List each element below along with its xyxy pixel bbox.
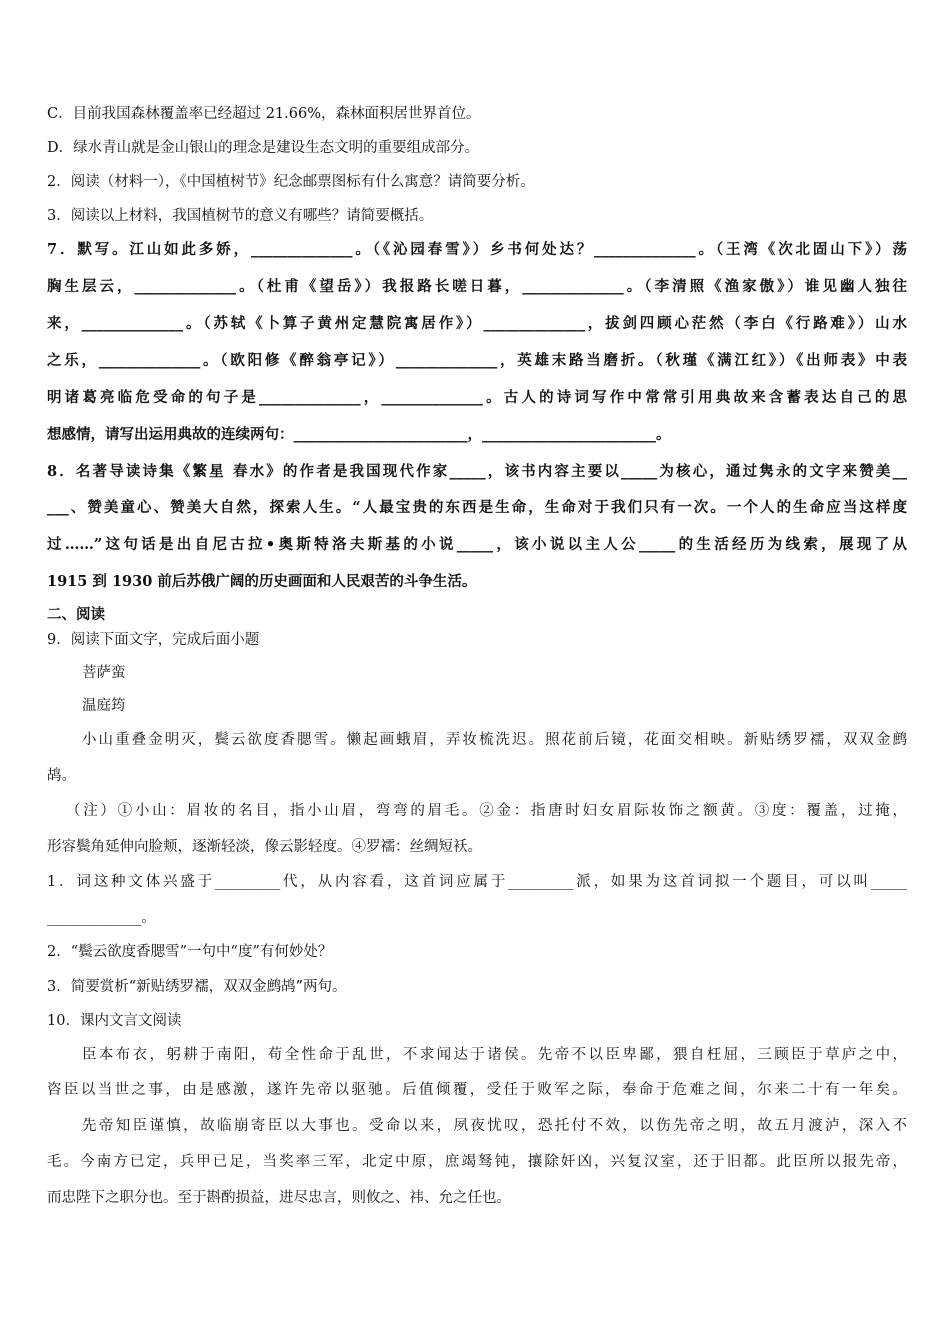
subquestion-1-line-2: _____________。 bbox=[47, 910, 156, 926]
option-c: C．目前我国森林覆盖率已经超过 21.66%，森林面积居世界首位。 bbox=[47, 106, 481, 122]
question-7-line-4: 之乐，______________。（欧阳修《醉翁亭记》）______________，英雄末路当磨折。（秋瑾《满江红》）《出师表》中表 bbox=[47, 352, 907, 369]
question-3: 3．阅读以上材料，我国植树节的意义有哪些？请简要概括。 bbox=[47, 208, 434, 224]
classical-text-line-2: 咨臣以当世之事，由是感激，遂许先帝以驱驰。后值倾覆，受任于败军之际，奉命于危难之间，尔来二十有一年矣。 bbox=[47, 1082, 907, 1098]
classical-text-line-3: 先帝知臣谨慎，故临崩寄臣以大事也。受命以来，夙夜忧叹，恐托付不效，以伤先帝之明，故五月渡泸，深入不 bbox=[82, 1118, 907, 1134]
question-2: 2．阅读（材料一），《中国植树节》纪念邮票图标有什么寓意？请简要分析。 bbox=[47, 174, 535, 190]
question-8-line-1: 8．名著导读诗集《繁星 春水》的作者是我国现代作家_____，该书内容主要以_____为核心，通过隽永的文字来赞美__ bbox=[47, 463, 907, 480]
question-7-line-1: 7．默写。江山如此多娇，______________。（《沁园春雪》）乡书何处达？______________。（王湾《次北固山下》）荡 bbox=[47, 241, 907, 258]
classical-text-line-1: 臣本布衣，躬耕于南阳，苟全性命于乱世，不求闻达于诸侯。先帝不以臣卑鄙，猥自枉屈，三顾臣于草庐之中， bbox=[82, 1047, 907, 1063]
poem-notes-line-2: 形容鬓角延伸向脸颊，逐渐轻淡，像云影轻度。④罗襦：丝绸短袄。 bbox=[47, 839, 482, 855]
section-heading-reading: 二、阅读 bbox=[47, 606, 105, 623]
subquestion-2: 2．“鬓云欲度香腮雪”一句中“度”有何妙处？ bbox=[47, 944, 333, 960]
option-d: D．绿水青山就是金山银山的理念是建设生态文明的重要组成部分。 bbox=[47, 140, 480, 156]
question-7-line-2: 胸生层云，______________。（杜甫《望岳》）我报路长嗟日暮，______________。（李清照《渔家傲》）谁见幽人独往 bbox=[47, 278, 907, 295]
poem-body-line-2: 鸪。 bbox=[47, 768, 76, 784]
classical-text-line-4: 毛。今南方已定，兵甲已足，当奖率三军，北定中原，庶竭驽钝，攘除奸凶，兴复汉室，还于旧都。此臣所以报先帝， bbox=[47, 1154, 907, 1170]
poem-notes-line-1: （注）①小山：眉妆的名目，指小山眉，弯弯的眉毛。②金：指唐时妇女眉际妆饰之额黄。③度：覆盖，过掩， bbox=[66, 803, 907, 819]
poem-body-line-1: 小山重叠金明灭，鬓云欲度香腮雪。懒起画蛾眉，弄妆梳洗迟。照花前后镜，花面交相映。新贴绣罗襦，双双金鹧 bbox=[82, 732, 907, 748]
poem-title: 菩萨蛮 bbox=[82, 665, 126, 681]
subquestion-1-line-1: 1．词这种文体兴盛于_________代，从内容看，这首词应属于_________派，如果为这首词拟一个题目，可以叫_____ bbox=[47, 874, 907, 890]
question-9: 9．阅读下面文字，完成后面小题 bbox=[47, 632, 260, 648]
subquestion-3: 3．简要赏析“新贴绣罗襦，双双金鹧鸪”两句。 bbox=[47, 979, 347, 995]
question-7-line-3: 来，______________。（苏轼《卜算子黄州定慧院寓居作》）______________，拔剑四顾心茫然（李白《行路难》）山水 bbox=[47, 315, 907, 332]
question-10: 10．课内文言文阅读 bbox=[47, 1013, 182, 1029]
classical-text-line-5: 而忠陛下之职分也。至于斟酌损益，进尽忠言，则攸之、祎、允之任也。 bbox=[47, 1190, 511, 1206]
question-8-line-4: 1915 到 1930 前后苏俄广阔的历史画面和人民艰苦的斗争生活。 bbox=[47, 573, 477, 590]
question-8-line-3: 过……”这句话是出自尼古拉•奥斯特洛夫斯基的小说_____，该小说以主人公_____的生活经历为线索，展现了从 bbox=[47, 536, 907, 553]
question-8-line-2: ___、赞美童心、赞美大自然，探索人生。“人最宝贵的东西是生命，生命对于我们只有一次。一个人的生命应当这样度 bbox=[47, 499, 907, 516]
poem-author: 温庭筠 bbox=[82, 698, 126, 714]
question-7-line-5: 明诸葛亮临危受命的句子是______________，______________。古人的诗词写作中常常引用典故来含蓄表达自己的思 bbox=[47, 389, 907, 406]
question-7-line-6: 想感情，请写出运用典故的连续两句：________________________，________________________。 bbox=[47, 426, 671, 443]
